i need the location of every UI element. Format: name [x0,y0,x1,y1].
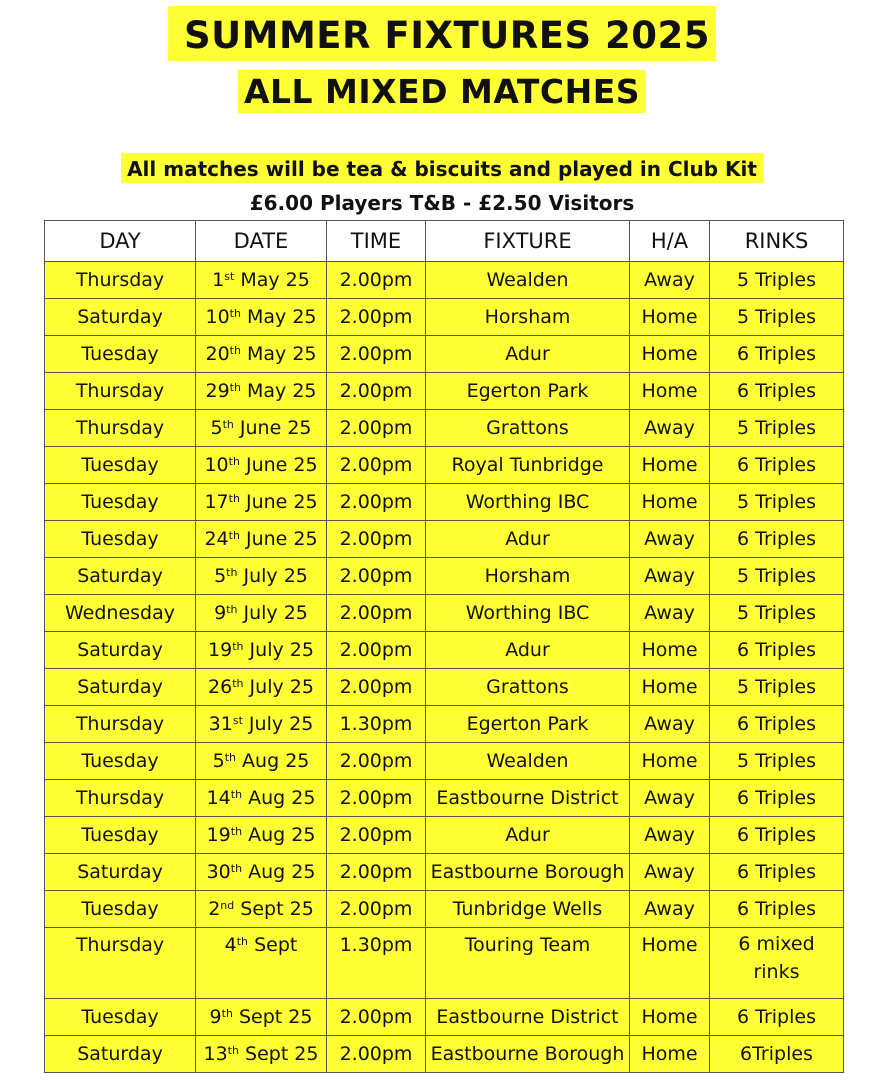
cell-time: 2.00pm [327,336,426,373]
cell-rinks: 5 Triples [710,484,844,521]
cell-day: Tuesday [45,817,196,854]
cell-time: 2.00pm [327,891,426,928]
cell-fixture: Grattons [426,669,630,706]
date-ordinal-suffix: st [232,714,243,727]
date-ordinal-suffix: th [236,935,249,948]
date-month-year: Aug 25 [242,787,316,809]
cell-date [196,299,327,336]
cell-rinks: 6 Triples [710,336,844,373]
cell-home-away: Away [630,854,710,891]
cell-home-away: Home [630,669,710,706]
date-ordinal-suffix: st [224,270,235,283]
cell-date [196,743,327,780]
cell-date [196,928,327,999]
cell-home-away: Home [630,484,710,521]
cell-rinks: 6 Triples [710,706,844,743]
date-day-number: 26 [208,676,233,698]
cell-rinks: 6 Triples [710,632,844,669]
cell-day: Saturday [45,632,196,669]
date-month-year: July 25 [237,602,308,624]
cell-fixture: Grattons [426,410,630,447]
cell-rinks: 6Triples [710,1036,844,1073]
cell-day: Thursday [45,410,196,447]
cell-home-away: Away [630,817,710,854]
cell-day: Tuesday [45,447,196,484]
cell-date [196,484,327,521]
date-ordinal-suffix: th [228,529,240,542]
match-note: All matches will be tea & biscuits and played in Club Kit [121,153,763,183]
date-day-number: 10 [205,306,230,328]
cell-time: 2.00pm [327,299,426,336]
date-ordinal-suffix: th [229,307,241,320]
date-ordinal-suffix: th [226,566,238,579]
date-month-year: May 25 [240,380,317,402]
table-row [45,669,844,706]
date-month-year: Sept 25 [238,1043,319,1065]
cell-day: Thursday [45,928,196,999]
cell-time: 2.00pm [327,817,426,854]
date-day-number: 9 [214,602,227,624]
cell-date [196,410,327,447]
cell-home-away: Home [630,1036,710,1073]
cell-fixture: Eastbourne Borough [426,1036,630,1073]
header-date: DATE [196,221,327,262]
date-month-year: Sept [248,934,298,956]
cell-date [196,336,327,373]
date-ordinal-suffix: th [226,603,238,616]
cell-date [196,521,327,558]
cell-home-away: Home [630,928,710,999]
cell-home-away: Home [630,373,710,410]
table-row [45,373,844,410]
date-day-number: 19 [208,639,233,661]
date-month-year: July 25 [237,565,308,587]
cell-day: Saturday [45,854,196,891]
cell-fixture: Worthing IBC [426,595,630,632]
table-row [45,447,844,484]
table-row [45,1036,844,1073]
cell-date [196,706,327,743]
cell-day: Thursday [45,780,196,817]
price-line: £6.00 Players T&B - £2.50 Visitors [249,191,635,215]
cell-time: 1.30pm [327,928,426,999]
cell-home-away: Home [630,336,710,373]
date-day-number: 1 [212,269,225,291]
cell-fixture: Wealden [426,743,630,780]
cell-time: 2.00pm [327,558,426,595]
cell-time: 2.00pm [327,1036,426,1073]
date-day-number: 4 [224,934,237,956]
date-day-number: 10 [204,454,229,476]
table-row [45,484,844,521]
date-month-year: Aug 25 [242,824,316,846]
cell-date [196,373,327,410]
table-row [45,336,844,373]
cell-home-away: Home [630,743,710,780]
cell-date [196,780,327,817]
date-day-number: 2 [208,898,221,920]
cell-fixture: Eastbourne Borough [426,854,630,891]
cell-fixture: Adur [426,336,630,373]
cell-fixture: Horsham [426,558,630,595]
cell-rinks: 6 Triples [710,521,844,558]
cell-rinks: 5 Triples [710,410,844,447]
date-ordinal-suffix: th [232,640,244,653]
cell-rinks: 6 Triples [710,817,844,854]
date-month-year: June 25 [239,528,318,550]
table-row [45,521,844,558]
cell-home-away: Home [630,632,710,669]
date-ordinal-suffix: th [228,455,240,468]
cell-fixture: Adur [426,521,630,558]
cell-rinks: 6 mixed rinks [710,928,844,999]
header-home-away: H/A [630,221,710,262]
cell-date [196,632,327,669]
date-day-number: 5 [214,565,227,587]
date-day-number: 19 [206,824,231,846]
cell-home-away: Home [630,299,710,336]
table-row [45,854,844,891]
cell-date [196,817,327,854]
cell-home-away: Away [630,410,710,447]
date-month-year: May 25 [234,269,310,291]
table-row [45,299,844,336]
date-month-year: Sept 25 [234,898,314,920]
cell-home-away: Home [630,999,710,1036]
cell-rinks: 6 Triples [710,854,844,891]
header-day: DAY [45,221,196,262]
cell-rinks: 5 Triples [710,558,844,595]
cell-day: Tuesday [45,999,196,1036]
date-day-number: 17 [204,491,229,513]
date-ordinal-suffix: th [221,1007,233,1020]
cell-home-away: Away [630,706,710,743]
date-ordinal-suffix: th [229,344,241,357]
cell-fixture: Egerton Park [426,706,630,743]
header-time: TIME [327,221,426,262]
cell-fixture: Adur [426,817,630,854]
table-row [45,410,844,447]
date-day-number: 5 [212,750,225,772]
cell-day: Tuesday [45,743,196,780]
date-day-number: 9 [209,1006,222,1028]
cell-date [196,669,327,706]
cell-rinks: 6 Triples [710,780,844,817]
cell-date [196,447,327,484]
cell-time: 2.00pm [327,669,426,706]
cell-day: Wednesday [45,595,196,632]
cell-home-away: Away [630,558,710,595]
date-day-number: 20 [205,343,230,365]
cell-rinks: 5 Triples [710,595,844,632]
cell-fixture: Royal Tunbridge [426,447,630,484]
date-day-number: 29 [205,380,230,402]
table-row [45,706,844,743]
cell-home-away: Home [630,447,710,484]
date-month-year: Sept 25 [232,1006,313,1028]
cell-date [196,999,327,1036]
date-day-number: 31 [208,713,233,735]
header-rinks: RINKS [710,221,844,262]
cell-date [196,558,327,595]
cell-fixture: Tunbridge Wells [426,891,630,928]
cell-day: Thursday [45,373,196,410]
date-ordinal-suffix: th [230,788,243,801]
table-row [45,999,844,1036]
cell-day: Tuesday [45,336,196,373]
date-ordinal-suffix: th [229,381,241,394]
cell-fixture: Worthing IBC [426,484,630,521]
date-day-number: 24 [204,528,229,550]
cell-rinks: 6 Triples [710,999,844,1036]
date-day-number: 13 [203,1043,228,1065]
cell-time: 2.00pm [327,521,426,558]
cell-time: 1.30pm [327,706,426,743]
date-month-year: July 25 [243,676,314,698]
header-row [45,221,844,262]
cell-home-away: Away [630,521,710,558]
date-ordinal-suffix: th [230,862,243,875]
table-row [45,743,844,780]
cell-rinks: 6 Triples [710,373,844,410]
date-day-number: 30 [206,861,231,883]
cell-time: 2.00pm [327,780,426,817]
page-subtitle: ALL MIXED MATCHES [238,70,646,113]
date-ordinal-suffix: th [230,825,243,838]
date-ordinal-suffix: th [227,1044,239,1057]
cell-home-away: Away [630,780,710,817]
date-day-number: 14 [206,787,231,809]
cell-date [196,1036,327,1073]
cell-time: 2.00pm [327,373,426,410]
cell-day: Saturday [45,1036,196,1073]
cell-day: Saturday [45,669,196,706]
cell-fixture: Touring Team [426,928,630,999]
cell-day: Tuesday [45,484,196,521]
cell-home-away: Away [630,891,710,928]
cell-rinks: 5 Triples [710,262,844,299]
cell-time: 2.00pm [327,632,426,669]
date-month-year: Aug 25 [236,750,310,772]
cell-rinks: 5 Triples [710,299,844,336]
cell-time: 2.00pm [327,854,426,891]
table-row [45,632,844,669]
cell-date [196,854,327,891]
cell-time: 2.00pm [327,743,426,780]
cell-rinks: 6 Triples [710,891,844,928]
cell-home-away: Away [630,595,710,632]
cell-rinks: 5 Triples [710,743,844,780]
cell-time: 2.00pm [327,410,426,447]
table-row [45,262,844,299]
date-month-year: June 25 [239,491,318,513]
cell-fixture: Egerton Park [426,373,630,410]
date-ordinal-suffix: th [222,418,234,431]
header-fixture: FIXTURE [426,221,630,262]
date-month-year: July 25 [243,639,314,661]
cell-rinks: 6 Triples [710,447,844,484]
table-row [45,780,844,817]
cell-time: 2.00pm [327,999,426,1036]
page-title: SUMMER FIXTURES 2025 [168,6,716,61]
date-day-number: 5 [210,417,223,439]
cell-day: Thursday [45,262,196,299]
date-month-year: Aug 25 [242,861,316,883]
cell-fixture: Eastbourne District [426,999,630,1036]
cell-time: 2.00pm [327,447,426,484]
date-ordinal-suffix: th [232,677,244,690]
fixtures-table [44,220,844,1073]
table-row [45,817,844,854]
table-row [45,595,844,632]
cell-time: 2.00pm [327,262,426,299]
date-ordinal-suffix: th [228,492,240,505]
cell-fixture: Adur [426,632,630,669]
date-ordinal-suffix: nd [220,899,235,912]
cell-fixture: Horsham [426,299,630,336]
table-row [45,558,844,595]
date-month-year: June 25 [239,454,318,476]
date-month-year: June 25 [233,417,312,439]
cell-day: Tuesday [45,891,196,928]
cell-date [196,262,327,299]
cell-day: Tuesday [45,521,196,558]
table-row [45,928,844,999]
cell-day: Saturday [45,299,196,336]
cell-date [196,891,327,928]
cell-day: Thursday [45,706,196,743]
date-month-year: July 25 [242,713,314,735]
date-month-year: May 25 [240,306,317,328]
cell-home-away: Away [630,262,710,299]
date-month-year: May 25 [240,343,317,365]
cell-fixture: Wealden [426,262,630,299]
cell-day: Saturday [45,558,196,595]
cell-fixture: Eastbourne District [426,780,630,817]
cell-rinks: 5 Triples [710,669,844,706]
cell-date [196,595,327,632]
date-ordinal-suffix: th [224,751,237,764]
table-row [45,891,844,928]
cell-time: 2.00pm [327,484,426,521]
cell-time: 2.00pm [327,595,426,632]
